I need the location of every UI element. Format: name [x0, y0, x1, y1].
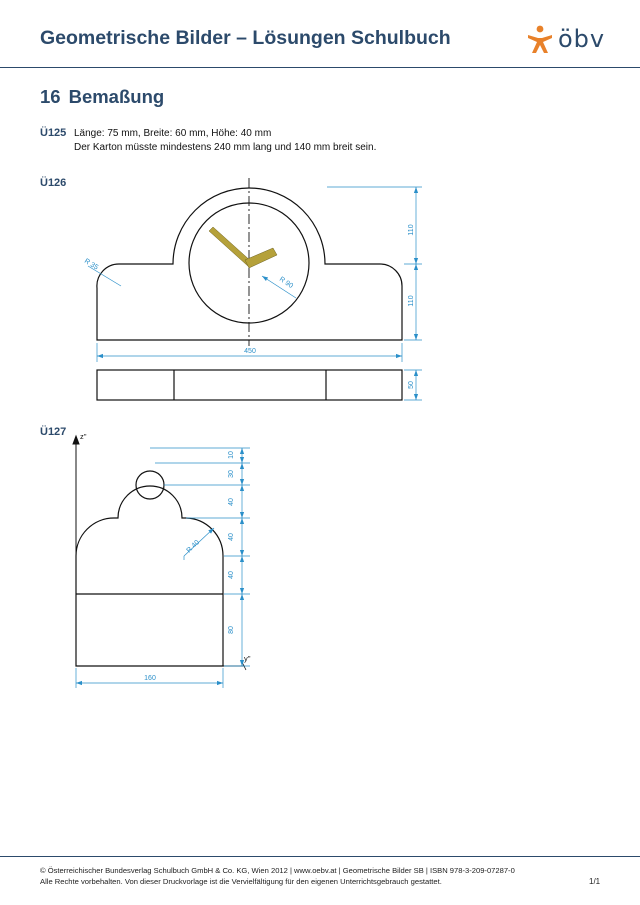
clock-hand-short	[245, 248, 277, 268]
part-dim-d1: 10	[228, 451, 235, 459]
part-axes	[73, 436, 246, 670]
part-dim-d2: 30	[228, 470, 235, 478]
footer-copyright: © Österreichischer Bundesverlag Schulbuch GmbH & Co. KG, Wien 2012 | www.oebv.at | Geometrische Bilder SB | ISBN 978-3-209-07287-0	[40, 866, 515, 875]
clock-radius-small-label: R 35	[82, 257, 100, 272]
section-number: 16	[40, 86, 61, 107]
footer-divider	[0, 856, 640, 857]
exercise-label-u125: Ü125	[40, 127, 67, 139]
exercise-label-u127: Ü127	[40, 426, 67, 438]
part-dim-d4: 40	[228, 533, 235, 541]
exercise-label-u126: Ü126	[40, 177, 67, 189]
footer-rights: Alle Rechte vorbehalten. Von dieser Druckvorlage ist die Vervielfältigung für den eigenen Unterrichtsgebrauch gestattet.	[40, 877, 442, 886]
clock-width-label: 450	[244, 348, 256, 355]
part-dim-d6: 80	[228, 626, 235, 634]
axis-y-label: y''	[244, 654, 251, 663]
logo-text: öbv	[558, 25, 606, 53]
part-front-view	[76, 471, 223, 666]
clock-top-view	[97, 370, 402, 400]
part-vertical-dimensions	[150, 448, 250, 666]
part-width-label: 160	[144, 675, 156, 682]
exercise-u125-line1: Länge: 75 mm, Breite: 60 mm, Höhe: 40 mm	[74, 128, 272, 139]
page-number: 1/1	[589, 877, 601, 886]
part-dim-d5: 40	[228, 571, 235, 579]
part-outline	[76, 486, 223, 666]
clock-radius-large-label: R 90	[277, 275, 295, 290]
part-radius-label: R 40	[185, 539, 202, 555]
clock-upper-height-label: 110	[408, 224, 415, 236]
exercise-u125-line2: Der Karton müsste mindestens 240 mm lang und 140 mm breit sein.	[74, 142, 377, 153]
section-title: Bemaßung	[68, 86, 165, 107]
part-hole	[136, 471, 164, 499]
part-dim-d3: 40	[228, 498, 235, 506]
clock-hands	[209, 227, 277, 268]
footer	[40, 865, 515, 887]
axis-z-label: z''	[80, 432, 87, 441]
clock-depth-label: 50	[408, 381, 415, 389]
header-title: Geometrische Bilder – Lösungen Schulbuch	[40, 27, 451, 49]
clock-lower-height-label: 110	[408, 295, 415, 307]
